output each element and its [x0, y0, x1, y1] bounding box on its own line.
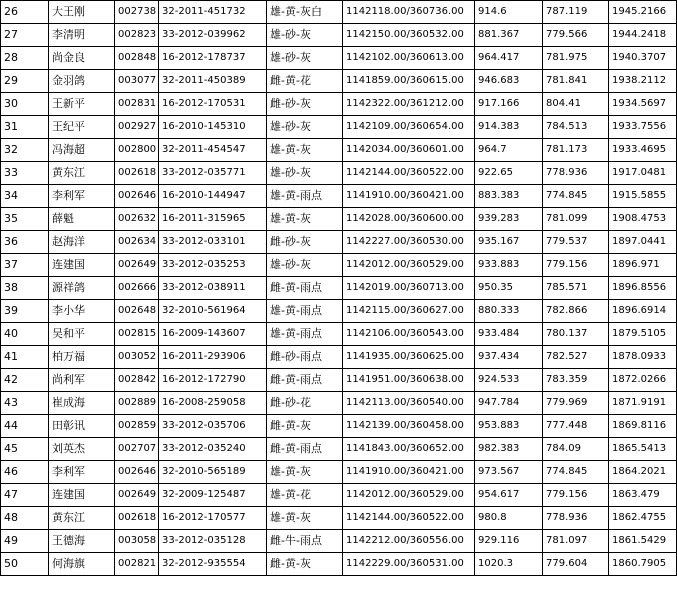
table-row — [1, 300, 677, 323]
ring-number-cell: 002648 — [115, 300, 159, 323]
distance-cell: 1020.3 — [475, 553, 543, 576]
fancier-name-cell: 王德海 — [49, 530, 115, 553]
fancier-name-cell: 田彰讯 — [49, 415, 115, 438]
pigeon-feature-cell: 雄-砂-灰 — [267, 116, 343, 139]
foot-ring-cell: 32-2010-565189 — [159, 461, 267, 484]
foot-ring-cell: 16-2010-145310 — [159, 116, 267, 139]
speed-cell: 1934.5697 — [609, 93, 677, 116]
table-row — [1, 47, 677, 70]
rank-cell: 27 — [1, 24, 49, 47]
coordinate-cell: 1142229.00/360531.00 — [343, 553, 475, 576]
foot-ring-cell: 33-2012-035128 — [159, 530, 267, 553]
rank-cell: 41 — [1, 346, 49, 369]
foot-ring-cell: 32-2009-125487 — [159, 484, 267, 507]
speed-cell: 1879.5105 — [609, 323, 677, 346]
pigeon-feature-cell: 雄-砂-灰 — [267, 162, 343, 185]
distance-cell: 953.883 — [475, 415, 543, 438]
table-row — [1, 208, 677, 231]
rank-cell: 45 — [1, 438, 49, 461]
distance-cell: 880.333 — [475, 300, 543, 323]
ring-number-cell: 002649 — [115, 484, 159, 507]
speed-cell: 1944.2418 — [609, 24, 677, 47]
rank-cell: 43 — [1, 392, 49, 415]
pigeon-feature-cell: 雌-牛-雨点 — [267, 530, 343, 553]
distance-cell: 982.383 — [475, 438, 543, 461]
fancier-name-cell: 金羽鸽 — [49, 70, 115, 93]
table-row — [1, 553, 677, 576]
rank-cell: 48 — [1, 507, 49, 530]
foot-ring-cell: 16-2011-293906 — [159, 346, 267, 369]
table-row — [1, 438, 677, 461]
coordinate-cell: 1142034.00/360601.00 — [343, 139, 475, 162]
distance-cell: 917.166 — [475, 93, 543, 116]
table-row — [1, 185, 677, 208]
fancier-name-cell: 李清明 — [49, 24, 115, 47]
time-cell: 784.09 — [543, 438, 609, 461]
fancier-name-cell: 王纪平 — [49, 116, 115, 139]
speed-cell: 1863.479 — [609, 484, 677, 507]
speed-cell: 1933.7556 — [609, 116, 677, 139]
time-cell: 782.866 — [543, 300, 609, 323]
time-cell: 779.566 — [543, 24, 609, 47]
ring-number-cell: 002831 — [115, 93, 159, 116]
table-row — [1, 484, 677, 507]
foot-ring-cell: 16-2008-259058 — [159, 392, 267, 415]
ring-number-cell: 002889 — [115, 392, 159, 415]
foot-ring-cell: 32-2011-451732 — [159, 1, 267, 24]
fancier-name-cell: 冯海超 — [49, 139, 115, 162]
ring-number-cell: 003058 — [115, 530, 159, 553]
coordinate-cell: 1141910.00/360421.00 — [343, 461, 475, 484]
time-cell: 779.156 — [543, 254, 609, 277]
time-cell: 785.571 — [543, 277, 609, 300]
table-row — [1, 415, 677, 438]
ring-number-cell: 002815 — [115, 323, 159, 346]
rank-cell: 40 — [1, 323, 49, 346]
rank-cell: 32 — [1, 139, 49, 162]
foot-ring-cell: 16-2010-144947 — [159, 185, 267, 208]
rank-cell: 39 — [1, 300, 49, 323]
distance-cell: 946.683 — [475, 70, 543, 93]
table-row — [1, 277, 677, 300]
foot-ring-cell: 16-2012-178737 — [159, 47, 267, 70]
coordinate-cell: 1142144.00/360522.00 — [343, 162, 475, 185]
table-row — [1, 254, 677, 277]
time-cell: 778.936 — [543, 162, 609, 185]
ring-number-cell: 002821 — [115, 553, 159, 576]
fancier-name-cell: 黄东江 — [49, 162, 115, 185]
time-cell: 779.156 — [543, 484, 609, 507]
distance-cell: 947.784 — [475, 392, 543, 415]
foot-ring-cell: 32-2011-450389 — [159, 70, 267, 93]
distance-cell: 933.883 — [475, 254, 543, 277]
pigeon-feature-cell: 雌-黄-雨点 — [267, 277, 343, 300]
rank-cell: 29 — [1, 70, 49, 93]
distance-cell: 937.434 — [475, 346, 543, 369]
ring-number-cell: 002618 — [115, 507, 159, 530]
speed-cell: 1897.0441 — [609, 231, 677, 254]
ring-number-cell: 002823 — [115, 24, 159, 47]
rank-cell: 50 — [1, 553, 49, 576]
coordinate-cell: 1142106.00/360543.00 — [343, 323, 475, 346]
time-cell: 784.513 — [543, 116, 609, 139]
rank-cell: 28 — [1, 47, 49, 70]
coordinate-cell: 1142102.00/360613.00 — [343, 47, 475, 70]
fancier-name-cell: 黄东江 — [49, 507, 115, 530]
time-cell: 782.527 — [543, 346, 609, 369]
coordinate-cell: 1141951.00/360638.00 — [343, 369, 475, 392]
time-cell: 779.537 — [543, 231, 609, 254]
fancier-name-cell: 薛魁 — [49, 208, 115, 231]
time-cell: 779.604 — [543, 553, 609, 576]
rank-cell: 49 — [1, 530, 49, 553]
distance-cell: 954.617 — [475, 484, 543, 507]
ring-number-cell: 002618 — [115, 162, 159, 185]
pigeon-feature-cell: 雄-黄-灰 — [267, 208, 343, 231]
rank-cell: 35 — [1, 208, 49, 231]
pigeon-feature-cell: 雌-砂-灰 — [267, 93, 343, 116]
ring-number-cell: 002707 — [115, 438, 159, 461]
speed-cell: 1896.971 — [609, 254, 677, 277]
speed-cell: 1896.8556 — [609, 277, 677, 300]
pigeon-feature-cell: 雄-砂-灰 — [267, 254, 343, 277]
foot-ring-cell: 33-2012-039962 — [159, 24, 267, 47]
table-row — [1, 24, 677, 47]
distance-cell: 939.283 — [475, 208, 543, 231]
foot-ring-cell: 33-2012-035706 — [159, 415, 267, 438]
time-cell: 783.359 — [543, 369, 609, 392]
table-row — [1, 323, 677, 346]
ring-number-cell: 002848 — [115, 47, 159, 70]
foot-ring-cell: 33-2012-035240 — [159, 438, 267, 461]
rank-cell: 36 — [1, 231, 49, 254]
coordinate-cell: 1142227.00/360530.00 — [343, 231, 475, 254]
time-cell: 774.845 — [543, 461, 609, 484]
ring-number-cell: 002859 — [115, 415, 159, 438]
fancier-name-cell: 柏万福 — [49, 346, 115, 369]
time-cell: 778.936 — [543, 507, 609, 530]
pigeon-feature-cell: 雄-黄-灰白 — [267, 1, 343, 24]
ring-number-cell: 002842 — [115, 369, 159, 392]
rank-cell: 46 — [1, 461, 49, 484]
coordinate-cell: 1141935.00/360625.00 — [343, 346, 475, 369]
fancier-name-cell: 何海旗 — [49, 553, 115, 576]
speed-cell: 1938.2112 — [609, 70, 677, 93]
rank-cell: 44 — [1, 415, 49, 438]
pigeon-feature-cell: 雄-黄-灰 — [267, 139, 343, 162]
pigeon-feature-cell: 雄-黄-灰 — [267, 507, 343, 530]
foot-ring-cell: 16-2012-170531 — [159, 93, 267, 116]
distance-cell: 964.417 — [475, 47, 543, 70]
foot-ring-cell: 16-2012-172790 — [159, 369, 267, 392]
pigeon-feature-cell: 雄-黄-雨点 — [267, 185, 343, 208]
time-cell: 787.119 — [543, 1, 609, 24]
rank-cell: 26 — [1, 1, 49, 24]
rank-cell: 38 — [1, 277, 49, 300]
rank-cell: 31 — [1, 116, 49, 139]
coordinate-cell: 1142144.00/360522.00 — [343, 507, 475, 530]
speed-cell: 1917.0481 — [609, 162, 677, 185]
time-cell: 781.173 — [543, 139, 609, 162]
fancier-name-cell: 源祥鸽 — [49, 277, 115, 300]
ring-number-cell: 002634 — [115, 231, 159, 254]
rank-cell: 33 — [1, 162, 49, 185]
speed-cell: 1945.2166 — [609, 1, 677, 24]
table-row — [1, 231, 677, 254]
speed-cell: 1896.6914 — [609, 300, 677, 323]
coordinate-cell: 1142139.00/360458.00 — [343, 415, 475, 438]
distance-cell: 924.533 — [475, 369, 543, 392]
speed-cell: 1871.9191 — [609, 392, 677, 415]
distance-cell: 950.35 — [475, 277, 543, 300]
foot-ring-cell: 16-2011-315965 — [159, 208, 267, 231]
foot-ring-cell: 32-2011-454547 — [159, 139, 267, 162]
distance-cell: 980.8 — [475, 507, 543, 530]
ring-number-cell: 002666 — [115, 277, 159, 300]
coordinate-cell: 1141843.00/360652.00 — [343, 438, 475, 461]
fancier-name-cell: 尚利军 — [49, 369, 115, 392]
speed-cell: 1872.0266 — [609, 369, 677, 392]
coordinate-cell: 1142012.00/360529.00 — [343, 484, 475, 507]
table-row — [1, 346, 677, 369]
foot-ring-cell: 16-2012-170577 — [159, 507, 267, 530]
pigeon-feature-cell: 雌-砂-灰 — [267, 231, 343, 254]
fancier-name-cell: 崔成海 — [49, 392, 115, 415]
foot-ring-cell: 16-2009-143607 — [159, 323, 267, 346]
table-row — [1, 392, 677, 415]
ring-number-cell: 003077 — [115, 70, 159, 93]
fancier-name-cell: 尚金良 — [49, 47, 115, 70]
results-table-body — [1, 1, 677, 576]
distance-cell: 973.567 — [475, 461, 543, 484]
fancier-name-cell: 刘英杰 — [49, 438, 115, 461]
fancier-name-cell: 李小华 — [49, 300, 115, 323]
fancier-name-cell: 李利军 — [49, 185, 115, 208]
speed-cell: 1878.0933 — [609, 346, 677, 369]
table-row — [1, 162, 677, 185]
ring-number-cell: 002632 — [115, 208, 159, 231]
fancier-name-cell: 连建国 — [49, 484, 115, 507]
pigeon-feature-cell: 雌-黄-灰 — [267, 415, 343, 438]
foot-ring-cell: 33-2012-035771 — [159, 162, 267, 185]
rank-cell: 37 — [1, 254, 49, 277]
table-row — [1, 530, 677, 553]
table-row — [1, 70, 677, 93]
fancier-name-cell: 王新平 — [49, 93, 115, 116]
coordinate-cell: 1142012.00/360529.00 — [343, 254, 475, 277]
pigeon-feature-cell: 雄-黄-雨点 — [267, 300, 343, 323]
speed-cell: 1940.3707 — [609, 47, 677, 70]
speed-cell: 1908.4753 — [609, 208, 677, 231]
distance-cell: 922.65 — [475, 162, 543, 185]
table-row — [1, 139, 677, 162]
table-row — [1, 369, 677, 392]
rank-cell: 42 — [1, 369, 49, 392]
speed-cell: 1860.7905 — [609, 553, 677, 576]
fancier-name-cell: 吴和平 — [49, 323, 115, 346]
table-row — [1, 507, 677, 530]
foot-ring-cell: 33-2012-033101 — [159, 231, 267, 254]
coordinate-cell: 1142019.00/360713.00 — [343, 277, 475, 300]
coordinate-cell: 1142118.00/360736.00 — [343, 1, 475, 24]
time-cell: 781.099 — [543, 208, 609, 231]
distance-cell: 935.167 — [475, 231, 543, 254]
speed-cell: 1869.8116 — [609, 415, 677, 438]
pigeon-feature-cell: 雌-砂-雨点 — [267, 346, 343, 369]
distance-cell: 881.367 — [475, 24, 543, 47]
foot-ring-cell: 32-2010-561964 — [159, 300, 267, 323]
pigeon-feature-cell: 雄-黄-花 — [267, 484, 343, 507]
pigeon-feature-cell: 雌-黄-花 — [267, 70, 343, 93]
fancier-name-cell: 赵海洋 — [49, 231, 115, 254]
distance-cell: 914.383 — [475, 116, 543, 139]
speed-cell: 1864.2021 — [609, 461, 677, 484]
table-row — [1, 461, 677, 484]
time-cell: 780.137 — [543, 323, 609, 346]
time-cell: 781.097 — [543, 530, 609, 553]
pigeon-feature-cell: 雄-砂-灰 — [267, 24, 343, 47]
ring-number-cell: 002646 — [115, 461, 159, 484]
coordinate-cell: 1141910.00/360421.00 — [343, 185, 475, 208]
coordinate-cell: 1142028.00/360600.00 — [343, 208, 475, 231]
table-row — [1, 116, 677, 139]
coordinate-cell: 1142109.00/360654.00 — [343, 116, 475, 139]
pigeon-feature-cell: 雌-砂-花 — [267, 392, 343, 415]
ring-number-cell: 002800 — [115, 139, 159, 162]
table-row — [1, 93, 677, 116]
fancier-name-cell: 李利军 — [49, 461, 115, 484]
time-cell: 777.448 — [543, 415, 609, 438]
time-cell: 774.845 — [543, 185, 609, 208]
coordinate-cell: 1142150.00/360532.00 — [343, 24, 475, 47]
speed-cell: 1933.4695 — [609, 139, 677, 162]
table-row — [1, 1, 677, 24]
coordinate-cell: 1142113.00/360540.00 — [343, 392, 475, 415]
distance-cell: 883.383 — [475, 185, 543, 208]
coordinate-cell: 1142322.00/361212.00 — [343, 93, 475, 116]
coordinate-cell: 1142115.00/360627.00 — [343, 300, 475, 323]
distance-cell: 933.484 — [475, 323, 543, 346]
distance-cell: 964.7 — [475, 139, 543, 162]
pigeon-feature-cell: 雄-砂-灰 — [267, 47, 343, 70]
ring-number-cell: 002649 — [115, 254, 159, 277]
pigeon-feature-cell: 雌-黄-雨点 — [267, 438, 343, 461]
foot-ring-cell: 33-2012-035253 — [159, 254, 267, 277]
ring-number-cell: 002738 — [115, 1, 159, 24]
coordinate-cell: 1142212.00/360556.00 — [343, 530, 475, 553]
rank-cell: 34 — [1, 185, 49, 208]
foot-ring-cell: 33-2012-038911 — [159, 277, 267, 300]
time-cell: 781.841 — [543, 70, 609, 93]
ring-number-cell: 002646 — [115, 185, 159, 208]
rank-cell: 30 — [1, 93, 49, 116]
time-cell: 781.975 — [543, 47, 609, 70]
time-cell: 779.969 — [543, 392, 609, 415]
speed-cell: 1862.4755 — [609, 507, 677, 530]
distance-cell: 914.6 — [475, 1, 543, 24]
ring-number-cell: 002927 — [115, 116, 159, 139]
time-cell: 804.41 — [543, 93, 609, 116]
pigeon-feature-cell: 雄-黄-灰 — [267, 461, 343, 484]
pigeon-feature-cell: 雄-黄-雨点 — [267, 323, 343, 346]
rank-cell: 47 — [1, 484, 49, 507]
pigeon-feature-cell: 雌-黄-雨点 — [267, 369, 343, 392]
ring-number-cell: 003052 — [115, 346, 159, 369]
speed-cell: 1915.5855 — [609, 185, 677, 208]
fancier-name-cell: 大王刚 — [49, 1, 115, 24]
speed-cell: 1865.5413 — [609, 438, 677, 461]
speed-cell: 1861.5429 — [609, 530, 677, 553]
pigeon-feature-cell: 雌-黄-灰 — [267, 553, 343, 576]
coordinate-cell: 1141859.00/360615.00 — [343, 70, 475, 93]
distance-cell: 929.116 — [475, 530, 543, 553]
fancier-name-cell: 连建国 — [49, 254, 115, 277]
foot-ring-cell: 32-2012-935554 — [159, 553, 267, 576]
